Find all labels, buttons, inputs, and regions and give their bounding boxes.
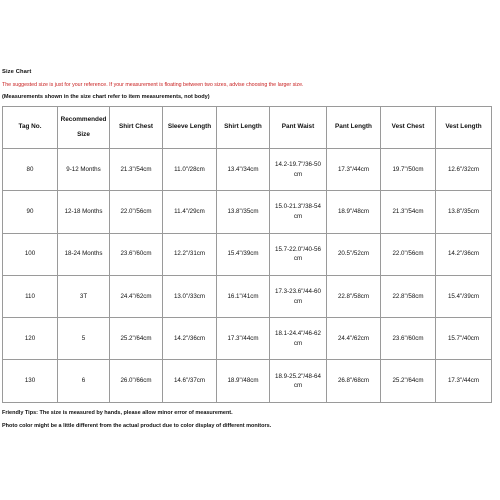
header-shirt-length: Shirt Length [217, 107, 270, 149]
cell-vest-chest: 25.2"/64cm [381, 360, 436, 402]
cell-sleeve-length: 11.0"/28cm [163, 149, 217, 191]
cell-pant-waist: 18.1-24.4"/46-62 cm [270, 318, 327, 360]
header-pant-waist: Pant Waist [270, 107, 327, 149]
cell-vest-length: 14.2"/36cm [436, 233, 492, 275]
header-tag-no: Tag No. [3, 107, 58, 149]
cell-tag-no: 110 [3, 275, 58, 317]
cell-sleeve-length: 13.0"/33cm [163, 275, 217, 317]
cell-shirt-chest: 21.3"/54cm [110, 149, 163, 191]
cell-tag-no: 120 [3, 318, 58, 360]
cell-shirt-chest: 24.4"/62cm [110, 275, 163, 317]
cell-shirt-length: 18.9"/48cm [217, 360, 270, 402]
cell-pant-length: 18.9"/48cm [327, 191, 381, 233]
cell-recommended-size: 5 [58, 318, 110, 360]
cell-shirt-chest: 23.6"/60cm [110, 233, 163, 275]
cell-shirt-length: 15.4"/39cm [217, 233, 270, 275]
header-sleeve-length: Sleeve Length [163, 107, 217, 149]
cell-pant-length: 20.5"/52cm [327, 233, 381, 275]
header-recommended-size: Recommended Size [58, 107, 110, 149]
table-row [3, 275, 492, 317]
cell-shirt-chest: 26.0"/66cm [110, 360, 163, 402]
table-row [3, 149, 492, 191]
cell-shirt-chest: 22.0"/56cm [110, 191, 163, 233]
cell-recommended-size: 12-18 Months [58, 191, 110, 233]
cell-shirt-chest: 25.2"/64cm [110, 318, 163, 360]
cell-shirt-length: 16.1"/41cm [217, 275, 270, 317]
cell-pant-waist: 17.3-23.6"/44-60 cm [270, 275, 327, 317]
cell-pant-waist: 14.2-19.7"/36-50 cm [270, 149, 327, 191]
cell-pant-waist: 15.7-22.0"/40-56 cm [270, 233, 327, 275]
cell-recommended-size: 6 [58, 360, 110, 402]
cell-tag-no: 80 [3, 149, 58, 191]
size-chart-table [2, 106, 492, 403]
size-chart-title: Size Chart [2, 69, 32, 75]
cell-tag-no: 100 [3, 233, 58, 275]
cell-sleeve-length: 11.4"/29cm [163, 191, 217, 233]
cell-sleeve-length: 14.6"/37cm [163, 360, 217, 402]
cell-tag-no: 130 [3, 360, 58, 402]
cell-sleeve-length: 14.2"/36cm [163, 318, 217, 360]
cell-shirt-length: 13.4"/34cm [217, 149, 270, 191]
cell-pant-waist: 15.0-21.3"/38-54 cm [270, 191, 327, 233]
cell-vest-chest: 22.0"/56cm [381, 233, 436, 275]
table-row [3, 233, 492, 275]
cell-pant-length: 22.8"/58cm [327, 275, 381, 317]
cell-tag-no: 90 [3, 191, 58, 233]
photo-color-note: Photo color might be a little different from the actual product due to color display of different monitors. [2, 423, 272, 429]
cell-vest-length: 12.6"/32cm [436, 149, 492, 191]
measurement-note: (Measurements shown in the size chart refer to item measurements, not body) [2, 94, 210, 100]
cell-recommended-size: 3T [58, 275, 110, 317]
cell-vest-length: 15.7"/40cm [436, 318, 492, 360]
table-row [3, 360, 492, 402]
table-row [3, 191, 492, 233]
cell-vest-chest: 19.7"/50cm [381, 149, 436, 191]
cell-vest-length: 15.4"/39cm [436, 275, 492, 317]
size-advice-note: The suggested size is just for your reference. If your measurement is floating between two sizes, advise choosing the larger size. [2, 82, 304, 88]
cell-recommended-size: 18-24 Months [58, 233, 110, 275]
header-vest-length: Vest Length [436, 107, 492, 149]
table-header-row [3, 107, 492, 149]
cell-pant-length: 24.4"/62cm [327, 318, 381, 360]
cell-shirt-length: 13.8"/35cm [217, 191, 270, 233]
cell-recommended-size: 9-12 Months [58, 149, 110, 191]
friendly-tips: Friendly Tips: The size is measured by hands, please allow minor error of measurement. [2, 410, 233, 416]
cell-pant-length: 17.3"/44cm [327, 149, 381, 191]
cell-sleeve-length: 12.2"/31cm [163, 233, 217, 275]
cell-vest-chest: 22.8"/58cm [381, 275, 436, 317]
cell-vest-chest: 21.3"/54cm [381, 191, 436, 233]
cell-shirt-length: 17.3"/44cm [217, 318, 270, 360]
table-row [3, 318, 492, 360]
cell-pant-waist: 18.9-25.2"/48-64 cm [270, 360, 327, 402]
cell-vest-length: 17.3"/44cm [436, 360, 492, 402]
header-shirt-chest: Shirt Chest [110, 107, 163, 149]
header-vest-chest: Vest Chest [381, 107, 436, 149]
header-pant-length: Pant Length [327, 107, 381, 149]
cell-pant-length: 26.8"/68cm [327, 360, 381, 402]
cell-vest-length: 13.8"/35cm [436, 191, 492, 233]
cell-vest-chest: 23.6"/60cm [381, 318, 436, 360]
